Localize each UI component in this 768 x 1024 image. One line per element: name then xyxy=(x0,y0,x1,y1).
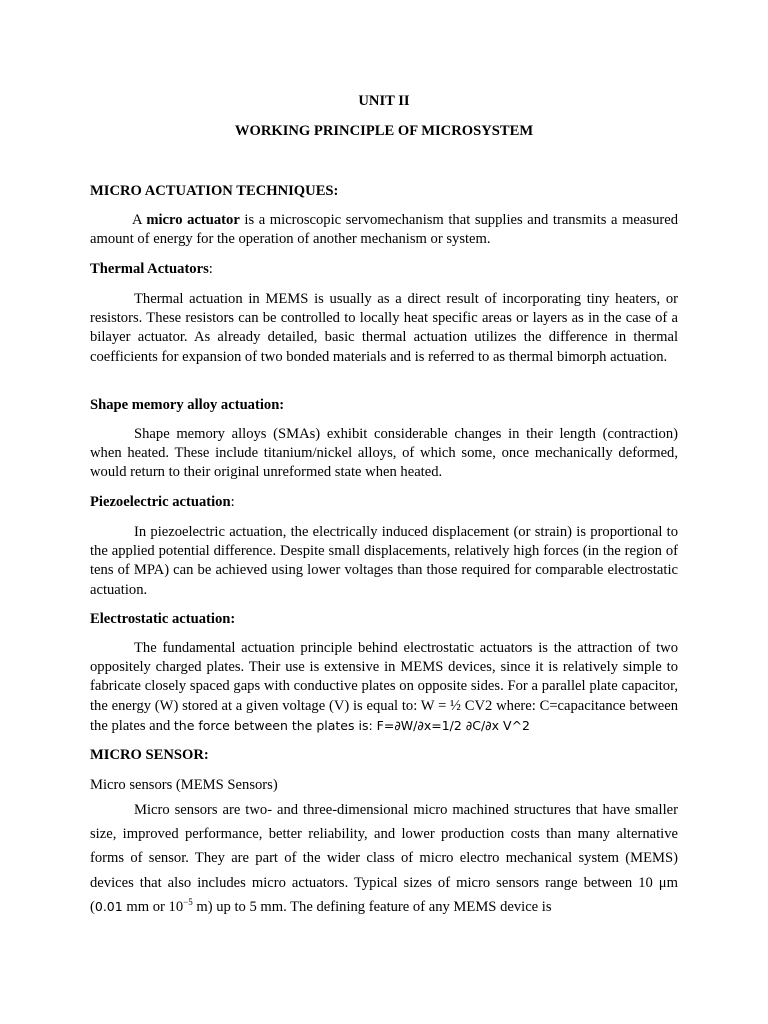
page-title: WORKING PRINCIPLE OF MICROSYSTEM xyxy=(234,123,534,139)
micro-actuator-intro xyxy=(90,211,678,249)
document-page xyxy=(90,0,678,1024)
electrostatic-paragraph: The fundamental actuation principle behind electrostatic actuators is the attraction of two oppositely charged plates. Their use is extensive in MEMS devices, since it is relatively simple to fabricate closely spaced gaps with conductive plates on opposite sides. For a parallel plate capacitor, the energy (W) stored at a given voltage (V) is equal to: W = ½ CV2 where: C=capacitance between the plates and the force between the plates is: F=∂W/∂x=1/2 ∂C/∂x V^2 xyxy=(90,640,678,734)
shape-memory-paragraph: Shape memory alloys (SMAs) exhibit considerable changes in their length (contraction) when heated. These include titanium/nickel alloys, of which some, once mechanically deformed, would return to their original unreformed state when heated. xyxy=(90,426,678,481)
section-heading-micro-sensor: MICRO SENSOR: xyxy=(90,747,209,763)
unit-title: UNIT II xyxy=(358,93,410,109)
intro-rest: is a microscopic servomechanism that supplies and transmits a measured amount of energy for the operation of another mechanism or system. xyxy=(90,212,678,248)
thermal-heading-line: Thermal Actuators: xyxy=(90,261,213,277)
micro-sensor-subheading: Micro sensors (MEMS Sensors) xyxy=(90,777,278,793)
section-heading-electrostatic: Electrostatic actuation: xyxy=(90,611,236,627)
exponent: −5 xyxy=(183,896,193,907)
intro-term: micro actuator xyxy=(146,212,240,228)
thermal-paragraph: Thermal actuation in MEMS is usually as a direct result of incorporating tiny heaters, or resistors. These resistors can be controlled to locally heat specific areas or layers as in the case of a bilayer actuator. As already detailed, basic thermal actuation utilizes the difference in thermal coefficients for expansion of two bonded materials and is referred to as thermal bimorph actuation. xyxy=(90,291,678,365)
force-equation: the force between the plates is: F=∂W/∂x=1/2 ∂C/∂x V^2 xyxy=(173,717,530,733)
piezo-heading-line: Piezoelectric actuation: xyxy=(90,494,235,510)
section-heading-thermal: Thermal Actuators xyxy=(90,261,209,277)
piezo-paragraph: In piezoelectric actuation, the electrically induced displacement (or strain) is proportional to the applied potential difference. Despite small displacements, relatively high forces (in the region of tens of MPA) can be achieved using lower voltages than those required for comparable electrostatic actuation. xyxy=(90,524,678,598)
intro-prefix: A xyxy=(132,212,147,228)
section-heading-micro-actuation: MICRO ACTUATION TECHNIQUES: xyxy=(90,183,339,199)
section-heading-piezo: Piezoelectric actuation xyxy=(90,494,231,510)
micro-sensor-paragraph: Micro sensors are two- and three-dimensional micro machined structures that have smaller size, improved performance, better reliability, and lower production costs than many alternative forms of sensor. They are part of the wider class of micro electro mechanical system (MEMS) devices that also includes micro actuators. Typical sizes of micro sensors range between 10 μm (0.01 mm or $10^{-5}$ m) up to 5 mm. The defining feature of any MEMS device is xyxy=(90,802,678,915)
section-heading-shape-memory: Shape memory alloy actuation: xyxy=(90,397,285,413)
